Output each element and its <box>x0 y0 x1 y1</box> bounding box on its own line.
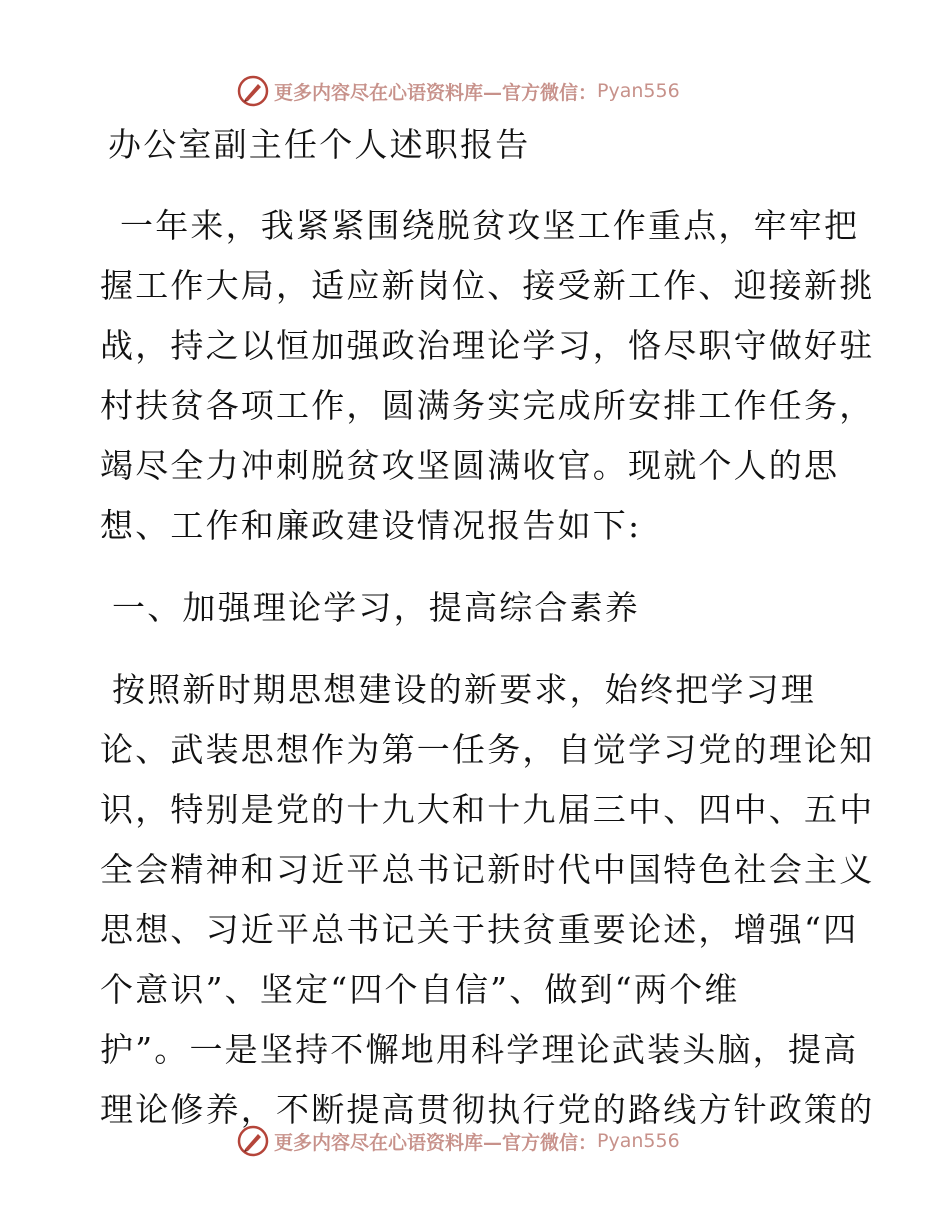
watermark-text: 更多内容尽在心语资料库—官方微信： <box>274 1131 598 1154</box>
paragraph-1 <box>100 196 875 556</box>
watermark-wechat-id: Pyan556 <box>597 1130 680 1152</box>
paragraph-line: 论、武装思想作为第一任务，自觉学习党的理论知 <box>100 730 875 769</box>
document-body <box>100 120 875 1140</box>
paragraph-line: 握工作大局，适应新岗位、接受新工作、迎接新挑 <box>100 266 875 305</box>
paragraph-line: 竭尽全力冲刺脱贫攻坚圆满收官。现就个人的思 <box>100 446 840 485</box>
paragraph-line: 按照新时期思想建设的新要求，始终把学习理 <box>112 670 816 709</box>
watermark-text: 更多内容尽在心语资料库—官方微信： <box>274 81 598 104</box>
paragraph-line: 全会精神和习近平总书记新时代中国特色社会主义 <box>100 850 875 889</box>
paragraph-line: 村扶贫各项工作，圆满务实完成所安排工作任务， <box>100 386 875 425</box>
paragraph-line: 识，特别是党的十九大和十九届三中、四中、五中 <box>100 790 875 829</box>
watermark-footer <box>236 1124 680 1158</box>
watermark-wechat-id: Pyan556 <box>597 80 680 102</box>
pen-logo-icon <box>236 74 270 108</box>
pen-logo-icon <box>236 1124 270 1158</box>
paragraph-line: 想、工作和廉政建设情况报告如下: <box>100 506 642 545</box>
document-title: 办公室副主任个人述职报告 <box>108 125 531 164</box>
paragraph-line: 个意识”、坚定“四个自信”、做到“两个维 <box>100 970 740 1009</box>
paragraph-line: 护”。一是坚持不懈地用科学理论武装头脑，提高 <box>100 1030 859 1069</box>
paragraph-line: 一年来，我紧紧围绕脱贫攻坚工作重点，牢牢把 <box>120 206 860 245</box>
paragraph-line: 理论修养，不断提高贯彻执行党的路线方针政策的 <box>100 1090 875 1129</box>
paragraph-line: 战，持之以恒加强政治理论学习，恪尽职守做好驻 <box>100 326 875 365</box>
section-heading: 一、加强理论学习，提高综合素养 <box>112 588 640 627</box>
paragraph-line: 思想、习近平总书记关于扶贫重要论述，增强“四 <box>100 910 859 949</box>
watermark-header <box>236 74 680 108</box>
paragraph-2 <box>100 660 875 1140</box>
